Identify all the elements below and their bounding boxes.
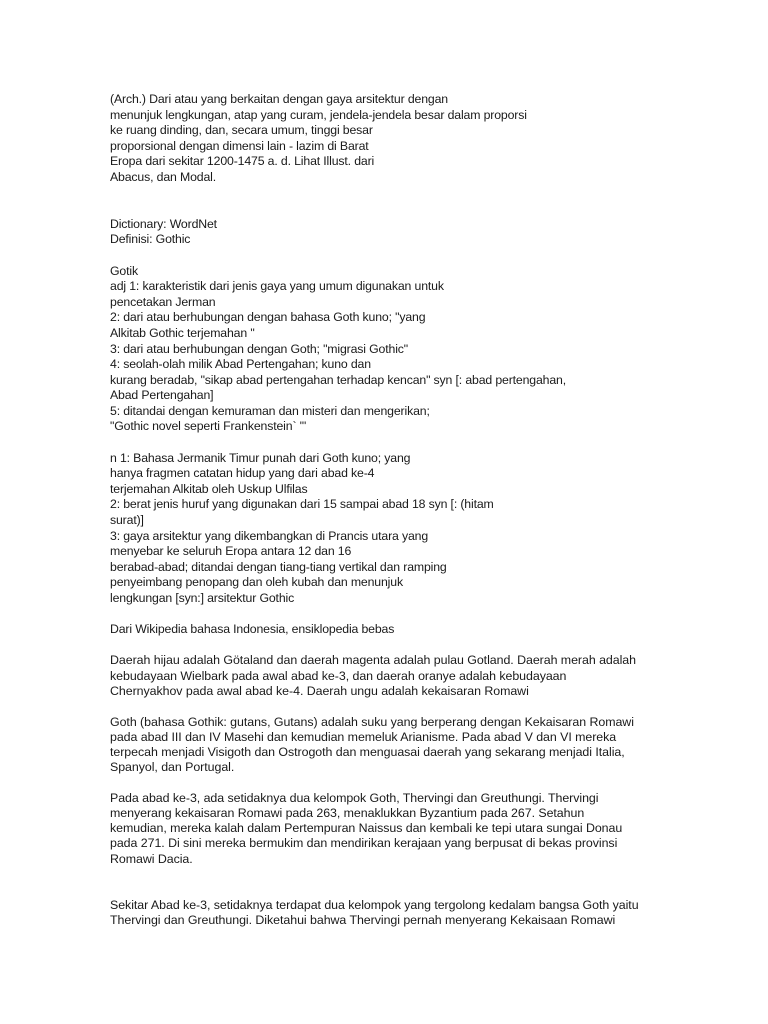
text-line: 5: ditandai dengan kemuraman dan misteri dan mengerikan; <box>110 403 430 418</box>
text-line: 3: gaya arsitektur yang dikembangkan di Prancis utara yang <box>110 528 429 543</box>
dictionary-source-line: Dictionary: WordNet <box>110 216 217 231</box>
text-line: menyebar ke seluruh Eropa antara 12 dan 16 <box>110 544 352 559</box>
text-line: ke ruang dinding, dan, secara umum, tinggi besar <box>110 123 373 138</box>
goth-paragraph <box>110 715 650 776</box>
text-line: kemudian, mereka kalah dalam Pertempuran Naissus dan kembali ke tepi utara sungai Donau <box>110 821 623 836</box>
text-line: pada abad III dan IV Masehi dan kemudian memeluk Arianisme. Pada abad V dan VI mereka <box>110 729 617 744</box>
third-century-paragraph <box>110 791 650 867</box>
text-line: terpecah menjadi Visigoth dan Ostrogoth dan menguasai daerah yang sekarang menjadi Italia, <box>110 744 625 759</box>
blank-space <box>110 435 650 451</box>
map-description-paragraph <box>110 653 650 699</box>
text-line: 2: dari atau berhubungan dengan bahasa Goth kuno; "yang <box>110 310 426 325</box>
definition-title-line: Definisi: Gothic <box>110 232 191 247</box>
text-line: Spanyol, dan Portugal. <box>110 760 235 775</box>
text-line: Sekitar Abad ke-3, setidaknya terdapat dua kelompok yang tergolong kedalam bangsa Goth yaitu <box>110 898 639 912</box>
text-line: 2: berat jenis huruf yang digunakan dari 15 sampai abad 18 syn [: (hitam <box>110 497 494 512</box>
text-line: Thervingi dan Greuthungi. Diketahui bahwa Thervingi pernah menyerang Kekaisaan Romawi <box>110 913 616 928</box>
text-line: n 1: Bahasa Jermanik Timur punah dari Goth kuno; yang <box>110 450 411 465</box>
wikipedia-source <box>110 622 650 638</box>
blank-space <box>110 607 650 623</box>
headword: Gotik <box>110 263 138 278</box>
text-line: (Arch.) Dari atau yang berkaitan dengan gaya arsitektur dengan <box>110 92 448 106</box>
text-line: Goth (bahasa Gothik: gutans, Gutans) adalah suku yang berperang dengan Kekaisaran Romawi <box>110 714 634 729</box>
text-line: menyerang kekaisaran Romawi pada 263, menaklukkan Byzantium pada 267. Setahun <box>110 806 585 821</box>
text-line: terjemahan Alkitab oleh Uskup Ulfilas <box>110 481 308 496</box>
text-line: penyeimbang penopang dan oleh kubah dan menunjuk <box>110 575 403 590</box>
text-line: Abacus, dan Modal. <box>110 169 216 184</box>
text-line: hanya fragmen catatan hidup yang dari abad ke-4 <box>110 466 375 481</box>
text-line: pada 271. Di sini mereka bermukim dan mendirikan kerajaan yang berpusat di bekas provinsi <box>110 836 618 851</box>
text-line: adj 1: karakteristik dari jenis gaya yang umum digunakan untuk <box>110 279 444 294</box>
wordnet-header <box>110 217 650 248</box>
text-line: Alkitab Gothic terjemahan " <box>110 325 255 340</box>
blank-space <box>110 248 650 264</box>
text-line: surat)] <box>110 513 144 528</box>
text-line: 4: seolah-olah milik Abad Pertengahan; kuno dan <box>110 357 371 372</box>
text-line: kebudayaan Wielbark pada awal abad ke-3, dan daerah oranye adalah kebudayaan <box>110 668 567 683</box>
text-line: Chernyakhov pada awal abad ke-4. Daerah ungu adalah kekaisaran Romawi <box>110 683 529 698</box>
blank-space <box>110 775 650 791</box>
text-line: Daerah hijau adalah Götaland dan daerah magenta adalah pulau Gotland. Daerah merah adalah <box>110 653 636 668</box>
blank-space <box>110 638 650 654</box>
text-line: "Gothic novel seperti Frankenstein` '" <box>110 419 307 434</box>
text-line: Abad Pertengahan] <box>110 388 214 403</box>
blank-space <box>110 867 650 898</box>
text-line: proporsional dengan dimensi lain - lazim di Barat <box>110 138 369 153</box>
closing-paragraph <box>110 898 650 928</box>
noun-definitions <box>110 451 650 607</box>
text-line: lengkungan [syn:] arsitektur Gothic <box>110 591 295 605</box>
adjective-definitions <box>110 264 650 436</box>
text-line: kurang beradab, "sikap abad pertengahan terhadap kencan" syn [: abad pertengahan, <box>110 372 567 387</box>
source-line: Dari Wikipedia bahasa Indonesia, ensiklopedia bebas <box>110 622 395 637</box>
text-line: berabad-abad; ditandai dengan tiang-tiang vertikal dan ramping <box>110 559 447 574</box>
text-line: pencetakan Jerman <box>110 294 216 309</box>
arch-definition-paragraph <box>110 92 650 186</box>
text-line: Pada abad ke-3, ada setidaknya dua kelompok Goth, Thervingi dan Greuthungi. Thervingi <box>110 790 599 805</box>
blank-space <box>110 186 650 217</box>
document-page <box>110 92 650 928</box>
text-line: 3: dari atau berhubungan dengan Goth; "migrasi Gothic" <box>110 341 409 356</box>
blank-space <box>110 699 650 715</box>
text-line: Romawi Dacia. <box>110 851 193 866</box>
text-line: Eropa dari sekitar 1200-1475 a. d. Lihat Illust. dari <box>110 154 375 169</box>
text-line: menunjuk lengkungan, atap yang curam, jendela-jendela besar dalam proporsi <box>110 107 527 122</box>
